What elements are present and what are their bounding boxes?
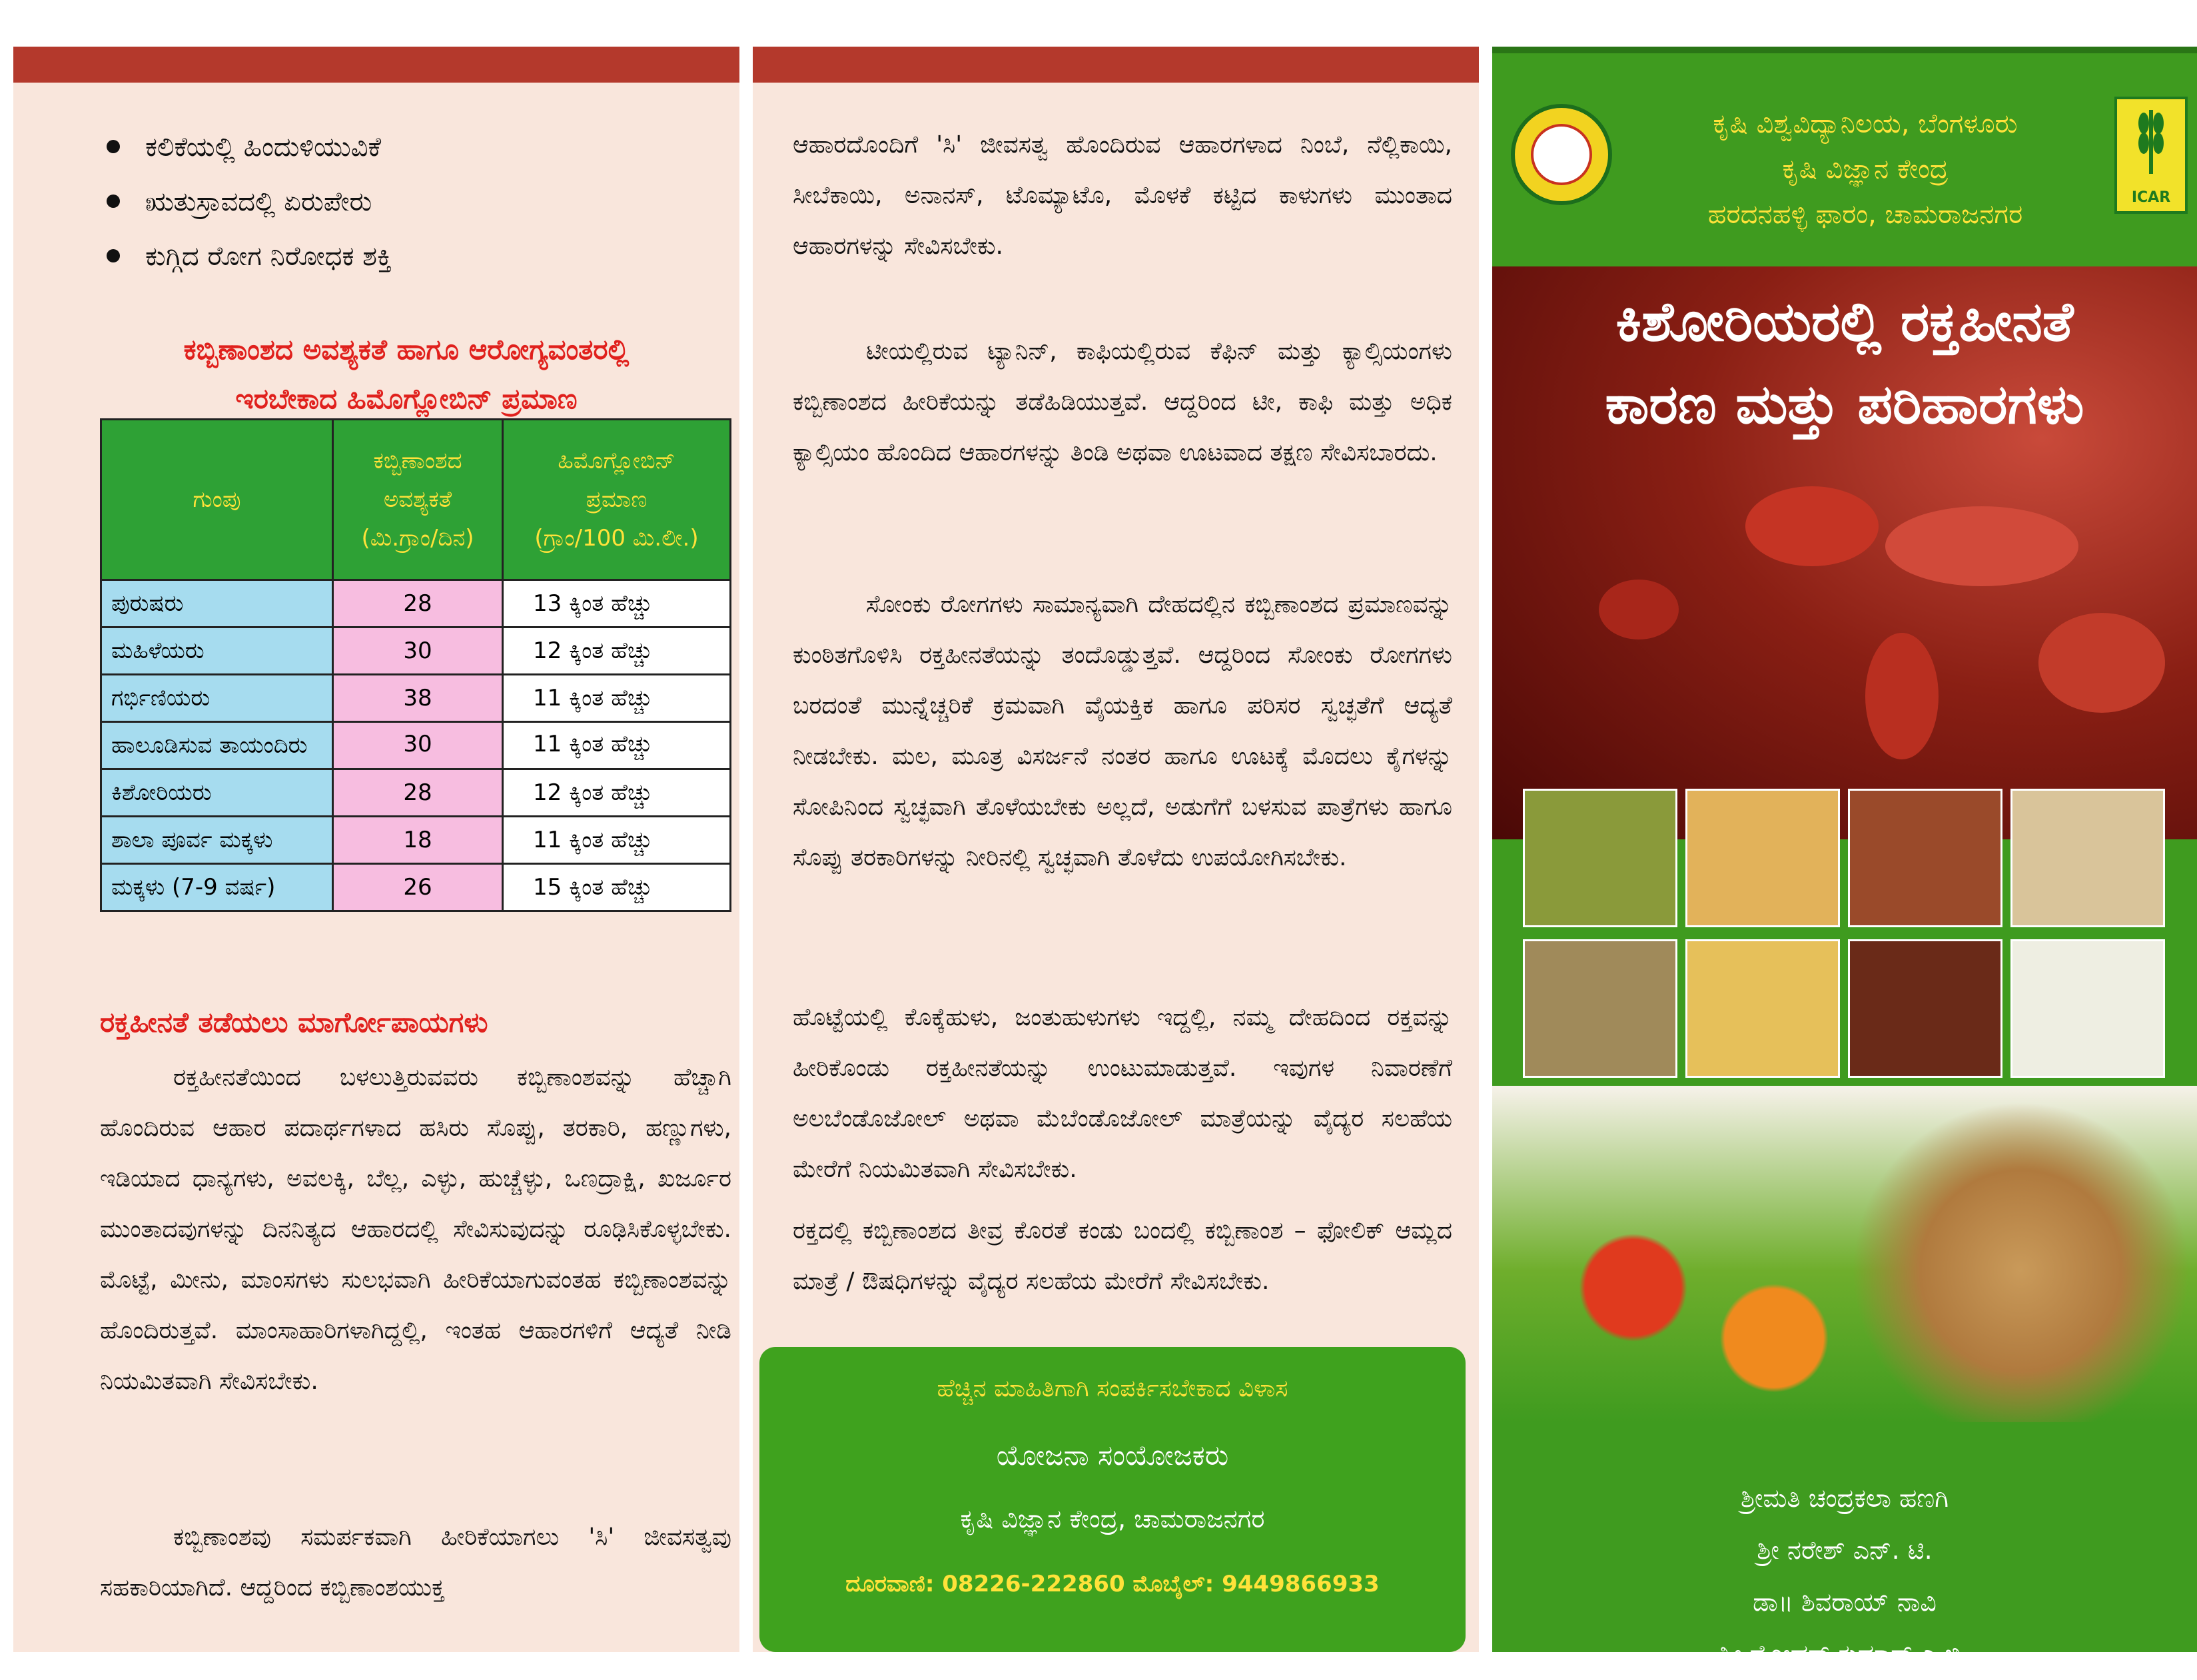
header-iron-line2: ಅವಶ್ಯಕತೆ [383,486,452,513]
group-cell: ಕಿಶೋರಿಯರು [101,769,333,817]
hb-cell: 11 ಕ್ಕಿಂತ ಹೆಚ್ಚು [503,722,731,769]
contact-role: ಯೋಜನಾ ಸಂಯೋಜಕರು [996,1439,1229,1471]
university-seal-icon [1511,104,1612,205]
iron-cell: 18 [333,817,503,864]
list-item: ಕುಗ್ಗಿದ ರೋಗ ನಿರೋಧಕ ಶಕ್ತಿ [107,229,392,284]
seal-inner [1531,124,1592,185]
title-line2: ಕಾರಣ ಮತ್ತು ಪರಿಹಾರಗಳು [1605,373,2084,436]
group-cell: ಗರ್ಭಿಣಿಯರು [101,675,333,722]
header-group: ಗುಂಪು [101,420,333,580]
dates-image [1848,939,2002,1078]
header-hb-line1: ಹಿಮೊಗ್ಲೋಬಿನ್ [558,448,675,474]
list-item: ಕಲಿಕೆಯಲ್ಲಿ ಹಿಂದುಳಿಯುವಿಕೆ [107,120,392,175]
iron-cell: 26 [333,864,503,911]
group-cell: ಪುರುಷರು [101,580,333,628]
lentils-image [1685,939,1840,1078]
table-row [101,864,731,911]
vitamin-c-paragraph: ಕಬ್ಬಿಣಾಂಶವು ಸಮರ್ಪಕವಾಗಿ ಹೀರಿಕೆಯಾಗಲು 'ಸಿ' ಜೀವಸತ್ವವು ಸಹಕಾರಿಯಾಗಿದೆ. ಆದ್ದರಿಂದ ಕಬ್ಬಿಣಾಂಶಯುಕ್ತ [100,1523,731,1601]
table-row [101,675,731,722]
header-iron-line3: (ಮಿ.ಗ್ರಾಂ/ದಿನ) [361,525,474,552]
group-cell: ಹಾಲೂಡಿಸುವ ತಾಯಂದಿರು [101,722,333,769]
wheat-image [1523,939,1677,1078]
author-name: ಶ್ರೀಮತಿ ಚಂದ್ರಕಲಾ ಹಣಗಿ [1740,1483,1949,1513]
prevention-paragraph: ರಕ್ತಹೀನತೆಯಿಂದ ಬಳಲುತ್ತಿರುವವರು ಕಬ್ಬಿಣಾಂಶವನ್ನು ಹೆಚ್ಚಾಗಿ ಹೊಂದಿರುವ ಆಹಾರ ಪದಾರ್ಥಗಳಾದ ಹಸಿರು ಸೊಪ್ಪು, ತರಕಾರಿ, ಹಣ್ಣುಗಳು, ಇಡಿಯಾದ ಧಾನ್ಯಗಳು, ಅವಲಕ್ಕಿ, ಬೆಲ್ಲ, ಎಳ್ಳು, ಹುಚ್ಚೆಳ್ಳು, ಒಣದ್ರಾಕ್ಷಿ, ಖರ್ಜೂರ ಮುಂತಾದವುಗಳನ್ನು ದಿನನಿತ್ಯದ ಆಹಾರದಲ್ಲಿ ಸೇವಿಸುವುದನ್ನು ರೂಢಿಸಿಕೊಳ್ಳಬೇಕು. ಮೊಟ್ಟೆ, ಮೀನು, ಮಾಂಸಗಳು ಸುಲಭವಾಗಿ ಹೀರಿಕೆಯಾಗುವಂತಹ ಕಬ್ಬಿಣಾಂಶವನ್ನು ಹೊಂದಿರುತ್ತವೆ. ಮಾಂಸಾಹಾರಿಗಳಾಗಿದ್ದಲ್ಲಿ, ಇಂತಹ ಆಹಾರಗಳಿಗೆ ಆದ್ಯತೆ ನೀಡಿ ನಿಯಮಿತವಾಗಿ ಸೇವಿಸಬೇಕು. [100,1064,731,1395]
jaggery-image [1685,789,1840,927]
icar-logo [2114,97,2188,214]
iron-cell: 30 [333,722,503,769]
iron-cell: 28 [333,769,503,817]
blood-cell-icon [1745,486,1879,566]
blood-cell-icon [2038,613,2165,713]
iron-cell: 28 [333,580,503,628]
author-name: ಶ್ರೀ ಮೋಹನ್ ಕುಮಾರ್ ಎ.ಬಿ. [1719,1639,1970,1669]
icar-label: ICAR [2131,189,2171,206]
infection-paragraph: ಸೋಂಕು ರೋಗಗಳು ಸಾಮಾನ್ಯವಾಗಿ ದೇಹದಲ್ಲಿನ ಕಬ್ಬಿಣಾಂಶದ ಪ್ರಮಾಣವನ್ನು ಕುಂಠಿತಗೊಳಿಸಿ ರಕ್ತಹೀನತೆಯನ್ನು ತಂದೊಡ್ಡುತ್ತವೆ. ಆದ್ದರಿಂದ ಸೋಂಕು ರೋಗಗಳು ಬರದಂತೆ ಮುನ್ನೆಚ್ಚರಿಕೆ ಕ್ರಮವಾಗಿ ವೈಯಕ್ತಿಕ ಹಾಗೂ ಪರಿಸರ ಸ್ವಚ್ಛತೆಗೆ ಆದ್ಯತೆ ನೀಡಬೇಕು. ಮಲ, ಮೂತ್ರ ವಿಸರ್ಜನೆ ನಂತರ ಹಾಗೂ ಊಟಕ್ಕೆ ಮೊದಲು ಕೈಗಳನ್ನು ಸೋಪಿನಿಂದ ಸ್ವಚ್ಛವಾಗಿ ತೊಳೆಯಬೇಕು ಅಲ್ಲದೆ, ಅಡುಗೆಗೆ ಬಳಸುವ ಪಾತ್ರೆಗಳು ಹಾಗೂ ಸೊಪ್ಪು ತರಕಾರಿಗಳನ್ನು ನೀರಿನಲ್ಲಿ ಸ್ವಚ್ಛವಾಗಿ ತೊಳೆದು ಉಪಯೋಗಿಸಬೇಕು. [793,591,1452,871]
symptom-list [107,120,392,284]
author-name: ಡಾ॥ ಶಿವರಾಯ್ ನಾವಿ [1753,1587,1937,1617]
left-panel [13,47,739,1652]
vitamin-c-foods-paragraph: ಆಹಾರದೊಂದಿಗೆ 'ಸಿ' ಜೀವಸತ್ವ ಹೊಂದಿರುವ ಆಹಾರಗಳಾದ ನಿಂಬೆ, ನೆಲ್ಲಿಕಾಯಿ, ಸೀಬೆಕಾಯಿ, ಅನಾನಸ್, ಟೊಮ್ಯಾಟೊ, ಮೊಳಕೆ ಕಟ್ಟಿದ ಕಾಳುಗಳು ಮುಂತಾದ ಆಹಾರಗಳನ್ನು ಸೇವಿಸಬೇಕು. [793,131,1452,260]
table-row [101,628,731,675]
hemoglobin-table [100,418,731,912]
grains-image [2010,789,2165,927]
header-iron-line1: ಕಬ್ಬಿಣಾಂಶದ [373,448,462,474]
wheat-icon [2117,99,2185,179]
contact-phone: ದೂರವಾಣಿ: 08226-222860 ಮೊಬೈಲ್: 9449866933 [845,1571,1380,1597]
header-hb-line3: (ಗ್ರಾಂ/100 ಮಿ.ಲೀ.) [534,525,699,552]
hb-cell: 15 ಕ್ಕಿಂತ ಹೆಚ್ಚು [503,864,731,911]
header-hb-line2: ಪ್ರಮಾಣ [586,486,648,513]
prevention-heading: ರಕ್ತಹೀನತೆ ತಡೆಯಲು ಮಾರ್ಗೋಪಾಯಗಳು [100,1006,488,1039]
top-color-bar [753,47,1479,83]
header-iron [333,420,503,580]
worms-paragraph: ಹೊಟ್ಟೆಯಲ್ಲಿ ಕೊಕ್ಕೆಹುಳು, ಜಂತುಹುಳುಗಳು ಇದ್ದಲ್ಲಿ, ನಮ್ಮ ದೇಹದಿಂದ ರಕ್ತವನ್ನು ಹೀರಿಕೊಂಡು ರಕ್ತಹೀನತೆಯನ್ನು ಉಂಟುಮಾಡುತ್ತವೆ. ಇವುಗಳ ನಿವಾರಣೆಗೆ ಅಲಬೆಂಡೊಜೋಲ್ ಅಥವಾ ಮೆಬೆಂಡೊಜೋಲ್ ಮಾತ್ರೆಯನ್ನು ವೈದ್ಯರ ಸಲಹೆಯ ಮೇರೆಗೆ ನಿಯಮಿತವಾಗಿ ಸೇವಿಸಬೇಕು. [793,1004,1452,1183]
group-cell: ಶಾಲಾ ಪೂರ್ವ ಮಕ್ಕಳು [101,817,333,864]
group-cell: ಮಕ್ಕಳು (7-9 ವರ್ಷ) [101,864,333,911]
blood-cells-banner [1492,266,2197,839]
top-color-bar [13,47,739,83]
millet-image [1848,789,2002,927]
vegetables-nuts-image [1492,1086,2197,1422]
contact-organization: ಕೃಷಿ ವಿಜ್ಞಾನ ಕೇಂದ್ರ, ಚಾಮರಾಜನಗರ [960,1504,1265,1533]
table-row [101,769,731,817]
hb-cell: 11 ಕ್ಕಿಂತ ಹೆಚ್ಚು [503,675,731,722]
hb-cell: 12 ಕ್ಕಿಂತ ಹೆಚ್ಚು [503,769,731,817]
iron-cell: 38 [333,675,503,722]
kvk-location: ಹರದನಹಳ್ಳಿ ಫಾರಂ, ಚಾಮರಾಜನಗರ [1707,199,2023,230]
table-row [101,817,731,864]
contact-heading: ಹೆಚ್ಚಿನ ಮಾಹಿತಿಗಾಗಿ ಸಂಪರ್ಕಿಸಬೇಕಾದ ವಿಳಾಸ [937,1375,1288,1402]
sprouts-image [1523,789,1677,927]
paneer-image [2010,939,2165,1078]
header-hemoglobin [503,420,731,580]
table-header-row [101,420,731,580]
list-item: ಋತುಸ್ರಾವದಲ್ಲಿ ಏರುಪೇರು [107,175,392,229]
table-row [101,580,731,628]
tea-coffee-paragraph: ಟೀಯಲ್ಲಿರುವ ಟ್ಯಾನಿನ್, ಕಾಫಿಯಲ್ಲಿರುವ ಕೆಫಿನ್ ಮತ್ತು ಕ್ಯಾಲ್ಸಿಯಂಗಳು ಕಬ್ಬಿಣಾಂಶದ ಹೀರಿಕೆಯನ್ನು ತಡೆಹಿಡಿಯುತ್ತವೆ. ಆದ್ದರಿಂದ ಟೀ, ಕಾಫಿ ಮತ್ತು ಅಧಿಕ ಕ್ಯಾಲ್ಸಿಯಂ ಹೊಂದಿದ ಆಹಾರಗಳನ್ನು ತಿಂಡಿ ಅಥವಾ ಊಟವಾದ ತಕ್ಷಣ ಸೇವಿಸಬಾರದು. [793,338,1452,466]
group-cell: ಮಹಿಳೆಯರು [101,628,333,675]
blood-cell-icon [1599,580,1679,639]
middle-panel [753,47,1479,1652]
hb-cell: 11 ಕ್ಕಿಂತ ಹೆಚ್ಚು [503,817,731,864]
hb-cell: 12 ಕ್ಕಿಂತ ಹೆಚ್ಚು [503,628,731,675]
iron-tablet-paragraph: ರಕ್ತದಲ್ಲಿ ಕಬ್ಬಿಣಾಂಶದ ತೀವ್ರ ಕೊರತೆ ಕಂಡು ಬಂದಲ್ಲಿ ಕಬ್ಬಿಣಾಂಶ – ಫೋಲಿಕ್ ಆಮ್ಲದ ಮಾತ್ರೆ / ಔಷಧಿಗಳನ್ನು ವೈದ್ಯರ ಸಲಹೆಯ ಮೇರೆಗೆ ಸೇವಿಸಬೇಕು. [793,1217,1452,1295]
kvk-name: ಕೃಷಿ ವಿಜ್ಞಾನ ಕೇಂದ್ರ [1782,154,1949,185]
table-heading-line2: ಇರಬೇಕಾದ ಹಿಮೊಗ್ಲೋಬಿನ್ ಪ್ರಮಾಣ [235,382,578,415]
authors-list [1492,1472,2197,1680]
university-name: ಕೃಷಿ ವಿಶ್ವವಿದ್ಯಾನಿಲಯ, ಬೆಂಗಳೂರು [1713,109,2018,139]
cover-panel [1492,47,2197,1669]
table-heading-line1: ಕಬ್ಬಿಣಾಂಶದ ಅವಶ್ಯಕತೆ ಹಾಗೂ ಆರೋಗ್ಯವಂತರಲ್ಲಿ [183,333,630,366]
table-row [101,722,731,769]
blood-cell-icon [1885,506,2078,586]
contact-box [759,1347,1466,1652]
header-strip [1492,47,2197,53]
hb-cell: 13 ಕ್ಕಿಂತ ಹೆಚ್ಚು [503,580,731,628]
iron-cell: 30 [333,628,503,675]
title-line1: ಕಿಶೋರಿಯರಲ್ಲಿ ರಕ್ತಹೀನತೆ [1615,290,2074,354]
blood-cell-icon [1865,633,1939,759]
author-name: ಶ್ರೀ ನರೇಶ್ ಎನ್. ಟಿ. [1757,1535,1933,1565]
